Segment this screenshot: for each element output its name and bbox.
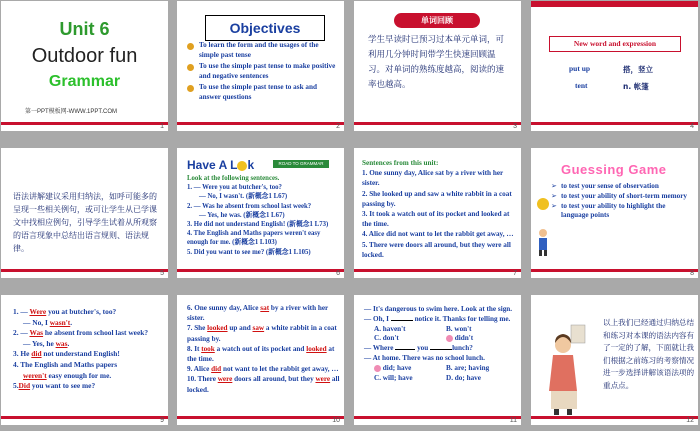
slide-1-thumbnail[interactable] <box>1 1 168 131</box>
sentence-line: 5. Did you want to see me? (新概念1 L105) <box>187 248 311 256</box>
guessing-game-title: Guessing Game <box>561 162 667 177</box>
sentence-line: 1. One sunny day, Alice sat by a river with her sister. <box>362 169 504 188</box>
answer-blank: took <box>201 344 215 353</box>
sentence-line: 3. He did not understand English! <box>13 349 120 359</box>
blank-line <box>430 349 452 350</box>
flower-icon <box>374 365 381 372</box>
slide-number: 1 <box>160 123 164 130</box>
slide-number: 2 <box>336 123 340 130</box>
example-sentences <box>187 174 341 257</box>
quiz-options: did; have B. are; having <box>364 364 516 374</box>
slide-7-thumbnail[interactable] <box>354 148 521 278</box>
slide-red-band <box>177 269 344 272</box>
slide-red-band <box>531 1 698 7</box>
sentence-line: 4. The English and Maths papers <box>13 359 118 369</box>
quiz-line: — Oh, I notice it. Thanks for telling me. <box>364 314 511 323</box>
sentence-line: 5. There were doors all around, but they were all locked. <box>362 240 511 259</box>
site-label: 第一PPT模板网-WWW.1PPT.COM <box>25 109 117 115</box>
answer-blank: weren't <box>23 370 47 380</box>
blank-line <box>391 320 413 321</box>
sentence-line: 7. She looked up and saw a white rabbit in a coat passing by. <box>187 324 337 343</box>
new-word-header: New word and expression <box>549 36 681 52</box>
teacher-illustration-icon <box>541 321 591 417</box>
quiz-options: A. haven't B. won't <box>374 324 472 333</box>
quiz-line: — Where you lunch? <box>364 344 473 353</box>
slide-red-band <box>354 416 521 419</box>
have-a-look-title: Have A L k <box>187 158 255 172</box>
word-cn: 搭，竖立 <box>623 65 653 74</box>
blank-line <box>395 349 415 350</box>
slide-red-band <box>177 122 344 125</box>
word-review-label: 单词回顾 <box>394 13 480 28</box>
slide-red-band <box>1 416 168 419</box>
slide-number: 7 <box>513 270 517 277</box>
sentence-line: 9. Alice did not want to let the rabbit get away, … <box>187 365 339 374</box>
word-cn: n. 帐篷 <box>623 82 649 91</box>
answer-blank: were <box>315 375 331 384</box>
lesson-title: Outdoor fun <box>31 45 138 67</box>
goal-item: ➢ to test your ability of short-term memory <box>551 192 691 202</box>
quiz-options: C. will; have D. do; have <box>374 373 481 382</box>
slide-number: 11 <box>509 417 517 424</box>
goal-item: ➢ to test your sense of observation <box>551 182 691 192</box>
slide-body-text: 以上我们已经通过归纳总结和练习对本课的语法内容有了一定的了解，下面就让我们根据之前练习的考察情况进一步选择讲解该语法项的重点点。 <box>603 318 695 390</box>
sentence-line: — Yes, he was. <box>23 338 70 348</box>
slide-red-band <box>354 122 521 125</box>
sentence-line: — No, I wasn't. (新概念1 L67) <box>199 193 288 201</box>
sun-icon <box>537 198 549 210</box>
answer-blank: did <box>211 365 222 374</box>
slide-number: 12 <box>686 417 694 424</box>
sentence-line: weren't easy enough for me. <box>23 370 112 380</box>
person-icon <box>535 228 551 256</box>
objective-item: To use the simple past tense to ask and answer questions <box>187 83 337 102</box>
word-en: put up <box>569 64 591 73</box>
slide-number: 9 <box>160 417 164 424</box>
sentence-line: 3. He did not understand English! (新概念1 L73) <box>187 221 329 229</box>
slide-red-band <box>177 416 344 419</box>
sentence-line: 1. — Were you at butcher's, too? <box>187 184 282 192</box>
slide-6-thumbnail[interactable] <box>177 148 344 278</box>
quiz-line: — It's dangerous to swim here. Look at the sign. <box>364 305 513 313</box>
answer-blank: looked <box>207 324 228 333</box>
sentence-line: 3. It took a watch out of its pocket and looked at the time. <box>362 210 510 229</box>
slide-number: 3 <box>513 123 517 130</box>
magnifier-icon <box>237 161 247 171</box>
slide-number: 6 <box>336 270 340 277</box>
slide-9-thumbnail[interactable] <box>1 295 168 425</box>
answer-blank: Were <box>29 307 47 316</box>
objectives-list <box>187 41 337 104</box>
slide-body-text: 学生早读时已预习过本单元单词，可利用几分钟时间带学生快速回顾温习。对单词的熟练度越高，阅读的速率也越高。 <box>368 35 505 90</box>
sentence-heading: Look at the following sentences. <box>187 175 280 182</box>
objectives-title: Objectives <box>205 15 325 41</box>
slide-5-thumbnail[interactable] <box>1 148 168 278</box>
sentence-line: 8. It took a watch out of its pocket and looked at the time. <box>187 344 335 364</box>
slide-number: 8 <box>690 270 694 277</box>
slide-2-thumbnail[interactable] <box>177 1 344 131</box>
answer-blank: did <box>31 349 42 359</box>
sentence-line: — No, I wasn't. <box>23 317 73 327</box>
unit-sentences <box>362 158 514 260</box>
slide-number: 10 <box>332 417 340 424</box>
objective-item: To learn the form and the usages of the simple past tense <box>187 41 337 60</box>
slide-red-band <box>531 122 698 125</box>
slide-number: 5 <box>160 270 164 277</box>
answer-blank: was <box>55 338 68 348</box>
road-to-grammar-badge: ROAD TO GRAMMAR <box>273 160 329 168</box>
slide-red-band <box>354 269 521 272</box>
objective-item: To use the simple past tense to make positive and negative sentences <box>187 62 337 81</box>
sentence-line: 2. — Was he absent from school last week? <box>187 202 312 210</box>
game-goals-list <box>551 182 691 221</box>
slide-number: 4 <box>690 123 694 130</box>
answer-blank: Was <box>29 328 44 338</box>
flower-icon <box>446 335 453 342</box>
quiz-options: C. don't didn't <box>374 334 474 343</box>
slide-11-thumbnail[interactable] <box>354 295 521 425</box>
sentence-heading: Sentences from this unit: <box>362 159 439 167</box>
slide-4-thumbnail[interactable] <box>531 1 698 131</box>
quiz-questions <box>364 305 516 383</box>
quiz-line: — At home. There was no school lunch. <box>364 353 485 362</box>
goal-item: ➢ to test your ability to highlight the language points <box>551 202 691 222</box>
answer-blank: were <box>217 375 233 384</box>
sentence-line: 6. One sunny day, Alice sat by a river with her sister. <box>187 304 329 323</box>
sentence-line: 5.Did you want to see me? <box>13 381 96 391</box>
lesson-subtitle: Grammar <box>48 73 121 90</box>
answer-blank: wasn't <box>49 317 71 327</box>
answer-blank: Did <box>18 381 31 391</box>
answer-sentences <box>187 303 341 395</box>
slide-red-band <box>531 269 698 272</box>
answer-blank: sat <box>260 304 270 312</box>
unit-title: Unit 6 <box>59 19 110 39</box>
sentence-line: 2. She looked up and saw a white rabbit in a coat passing by. <box>362 189 512 208</box>
slide-3-thumbnail[interactable] <box>354 1 521 131</box>
slide-12-thumbnail[interactable] <box>531 295 698 425</box>
sentence-line: 1. — Were you at butcher's, too? <box>13 307 117 316</box>
sentence-line: — Yes, he was. (新概念1 L67) <box>199 211 285 219</box>
sentence-line: 2. — Was he absent from school last week? <box>13 328 149 338</box>
sentence-line: 4. Alice did not want to let the rabbit get away, … <box>362 230 514 239</box>
slide-8-thumbnail[interactable] <box>531 148 698 278</box>
word-en: tent <box>575 81 588 90</box>
sentence-line: 10. There were doors all around, but they were all locked. <box>187 375 340 394</box>
answer-blank: saw <box>252 324 265 333</box>
slide-red-band <box>1 122 168 125</box>
answer-sentences <box>13 307 163 392</box>
slide-body-text: 语法讲解建议采用归纳法，如呼可能多的呈现一些相关例句，或可让学生从已学课文中找相应例句，引导学生试着从所观察的语言现象中总结出语言规则、语法规律。 <box>13 192 157 253</box>
slide-red-band <box>1 269 168 272</box>
sentence-line: 4. The English and Maths papers weren't easy enough for me. (新概念1 L103) <box>187 230 321 247</box>
slide-10-thumbnail[interactable] <box>177 295 344 425</box>
answer-blank: looked <box>306 344 327 353</box>
